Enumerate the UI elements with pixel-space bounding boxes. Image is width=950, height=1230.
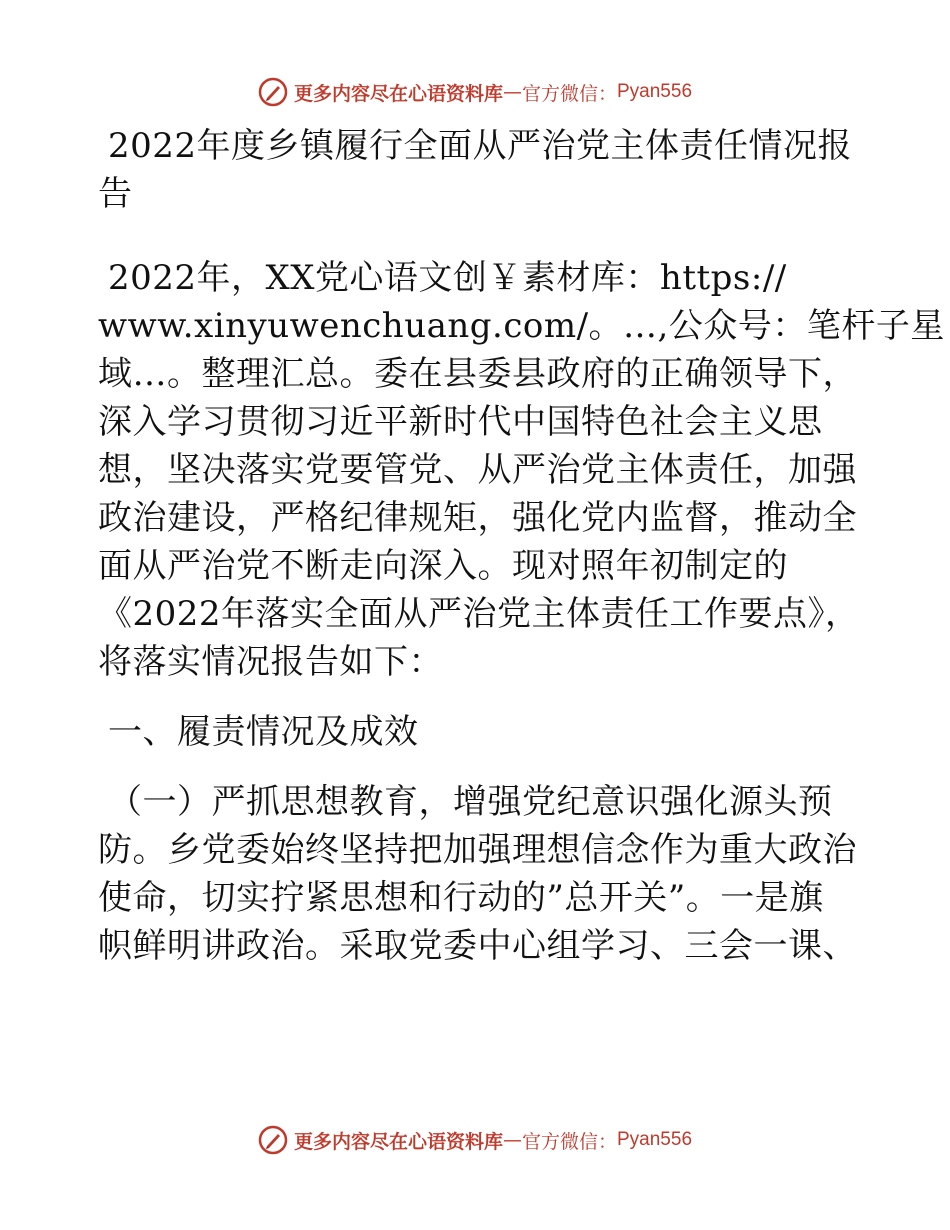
header-watermark	[0, 72, 950, 112]
paragraph-line: 政治建设，严格纪律规矩，强化党内监督，推动全	[98, 498, 857, 538]
document-body	[98, 122, 945, 970]
watermark-site-text: 更多内容尽在心语资料库	[293, 1130, 503, 1153]
paragraph-line: 帜鲜明讲政治。采取党委中心组学习、三会一课、	[98, 926, 857, 966]
document-title-line-2: 告	[98, 174, 133, 214]
footer-watermark	[0, 1120, 950, 1160]
paragraph-line: 使命，切实拧紧思想和行动的”总开关”。一是旗	[98, 878, 824, 918]
paragraph-line: 2022年，XX党心语文创￥素材库：https://	[108, 258, 787, 298]
paragraph-section-1	[98, 778, 858, 970]
pen-logo-icon	[258, 1125, 288, 1155]
document-title-line-1: 2022年度乡镇履行全面从严治党主体责任情况报	[108, 126, 853, 166]
paragraph-line: www.xinyuwenchuang.com/。…,公众号：笔杆子星	[98, 306, 945, 346]
watermark-id: Pyan556	[617, 1129, 693, 1150]
paragraph-line: 面从严治党不断走向深入。现对照年初制定的	[98, 546, 788, 586]
watermark-id: Pyan556	[617, 81, 693, 102]
paragraph-intro	[98, 254, 945, 686]
paragraph-line: 《2022年落实全面从严治党主体责任工作要点》，	[98, 594, 860, 634]
paragraph-line: 将落实情况报告如下：	[98, 642, 443, 682]
watermark-dash: —	[502, 1129, 522, 1151]
paragraph-line: 想，坚决落实党要管党、从严治党主体责任，加强	[98, 450, 857, 490]
pen-logo-icon	[258, 77, 288, 107]
watermark-label: 官方微信：	[521, 82, 617, 105]
paragraph-line: 防。乡党委始终坚持把加强理想信念作为重大政治	[98, 830, 857, 870]
paragraph-line: （一）严抓思想教育，增强党纪意识强化源头预	[108, 782, 833, 822]
paragraph-line: 域…。整理汇总。委在县委县政府的正确领导下，	[98, 354, 857, 394]
paragraph-line: 深入学习贯彻习近平新时代中国特色社会主义思	[98, 402, 823, 442]
section-heading-1: 一、履责情况及成效	[108, 712, 419, 752]
watermark-dash: —	[502, 81, 522, 103]
watermark-label: 官方微信：	[521, 1130, 617, 1153]
watermark-site-text: 更多内容尽在心语资料库	[293, 82, 503, 105]
